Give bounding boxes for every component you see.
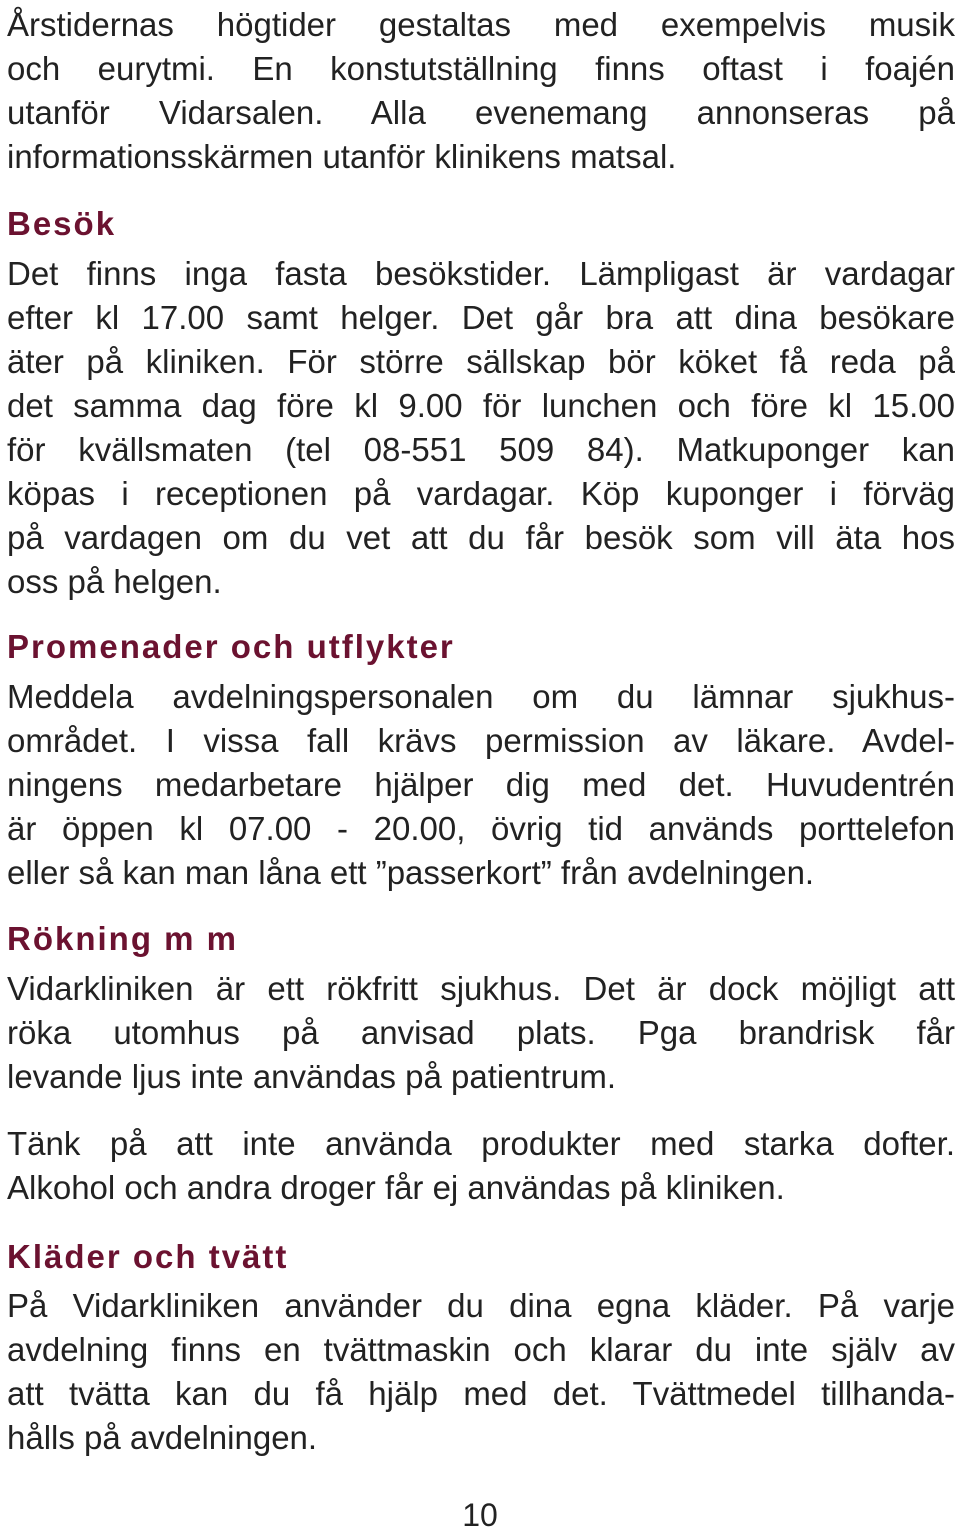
klader-line: att tvätta kan du få hjälp med det. Tvättmedel tillhanda- bbox=[7, 1375, 955, 1412]
besok-line: det samma dag före kl 9.00 för lunchen och före kl 15.00 bbox=[7, 387, 955, 424]
klader-line: avdelning finns en tvättmaskin och klarar du inte själv av bbox=[7, 1331, 955, 1368]
besok-line: på vardagen om du vet att du får besök som vill äta hos bbox=[7, 519, 955, 556]
promenader-paragraph bbox=[7, 675, 955, 895]
promenader-line: är öppen kl 07.00 - 20.00, övrig tid används porttelefon bbox=[7, 810, 955, 847]
besok-line: äter på kliniken. För större sällskap bör köket få reda på bbox=[7, 343, 955, 380]
intro-line: och eurytmi. En konstutställning finns oftast i foajén bbox=[7, 50, 955, 87]
rokning-line: röka utomhus på anvisad plats. Pga brandrisk får bbox=[7, 1014, 955, 1051]
page-number: 10 bbox=[462, 1497, 498, 1533]
heading-besok: Besök bbox=[7, 205, 117, 242]
rokning-paragraph bbox=[7, 967, 955, 1099]
besok-line: för kvällsmaten (tel 08-551 509 84). Matkuponger kan bbox=[7, 431, 955, 468]
promenader-line: ningens medarbetare hjälper dig med det. Huvudentrén bbox=[7, 766, 955, 803]
besok-line: efter kl 17.00 samt helger. Det går bra att dina besökare bbox=[7, 299, 955, 336]
promenader-line: eller så kan man låna ett ”passerkort” från avdelningen. bbox=[7, 854, 815, 891]
heading-klader: Kläder och tvätt bbox=[7, 1238, 289, 1275]
besok-line: Det finns inga fasta besökstider. Lämpligast är vardagar bbox=[7, 255, 955, 292]
klader-line: På Vidarkliniken använder du dina egna kläder. På varje bbox=[7, 1287, 955, 1324]
heading-promenader: Promenader och utflykter bbox=[7, 628, 455, 665]
intro-paragraph bbox=[7, 3, 955, 179]
intro-line: informationsskärmen utanför klinikens matsal. bbox=[7, 138, 677, 175]
intro-line: Årstidernas högtider gestaltas med exempelvis musik bbox=[7, 6, 955, 43]
besok-line: köpas i receptionen på vardagar. Köp kuponger i förväg bbox=[7, 475, 955, 512]
rokning-paragraph-2 bbox=[7, 1122, 955, 1210]
heading-rokning: Rökning m m bbox=[7, 920, 239, 957]
rokning-line: Vidarkliniken är ett rökfritt sjukhus. Det är dock möjligt att bbox=[7, 970, 955, 1007]
rokning-line: levande ljus inte användas på patientrum. bbox=[7, 1058, 617, 1095]
promenader-line: Meddela avdelningspersonalen om du lämnar sjukhus- bbox=[7, 678, 955, 715]
besok-line: oss på helgen. bbox=[7, 563, 222, 600]
klader-paragraph bbox=[7, 1284, 955, 1460]
besok-paragraph bbox=[7, 252, 955, 604]
rokning-line: Tänk på att inte använda produkter med starka dofter. bbox=[7, 1125, 955, 1162]
rokning-line: Alkohol och andra droger får ej användas på kliniken. bbox=[7, 1169, 785, 1206]
intro-line: utanför Vidarsalen. Alla evenemang annonseras på bbox=[7, 94, 955, 131]
promenader-line: området. I vissa fall krävs permission av läkare. Avdel- bbox=[7, 722, 955, 759]
klader-line: hålls på avdelningen. bbox=[7, 1419, 318, 1456]
